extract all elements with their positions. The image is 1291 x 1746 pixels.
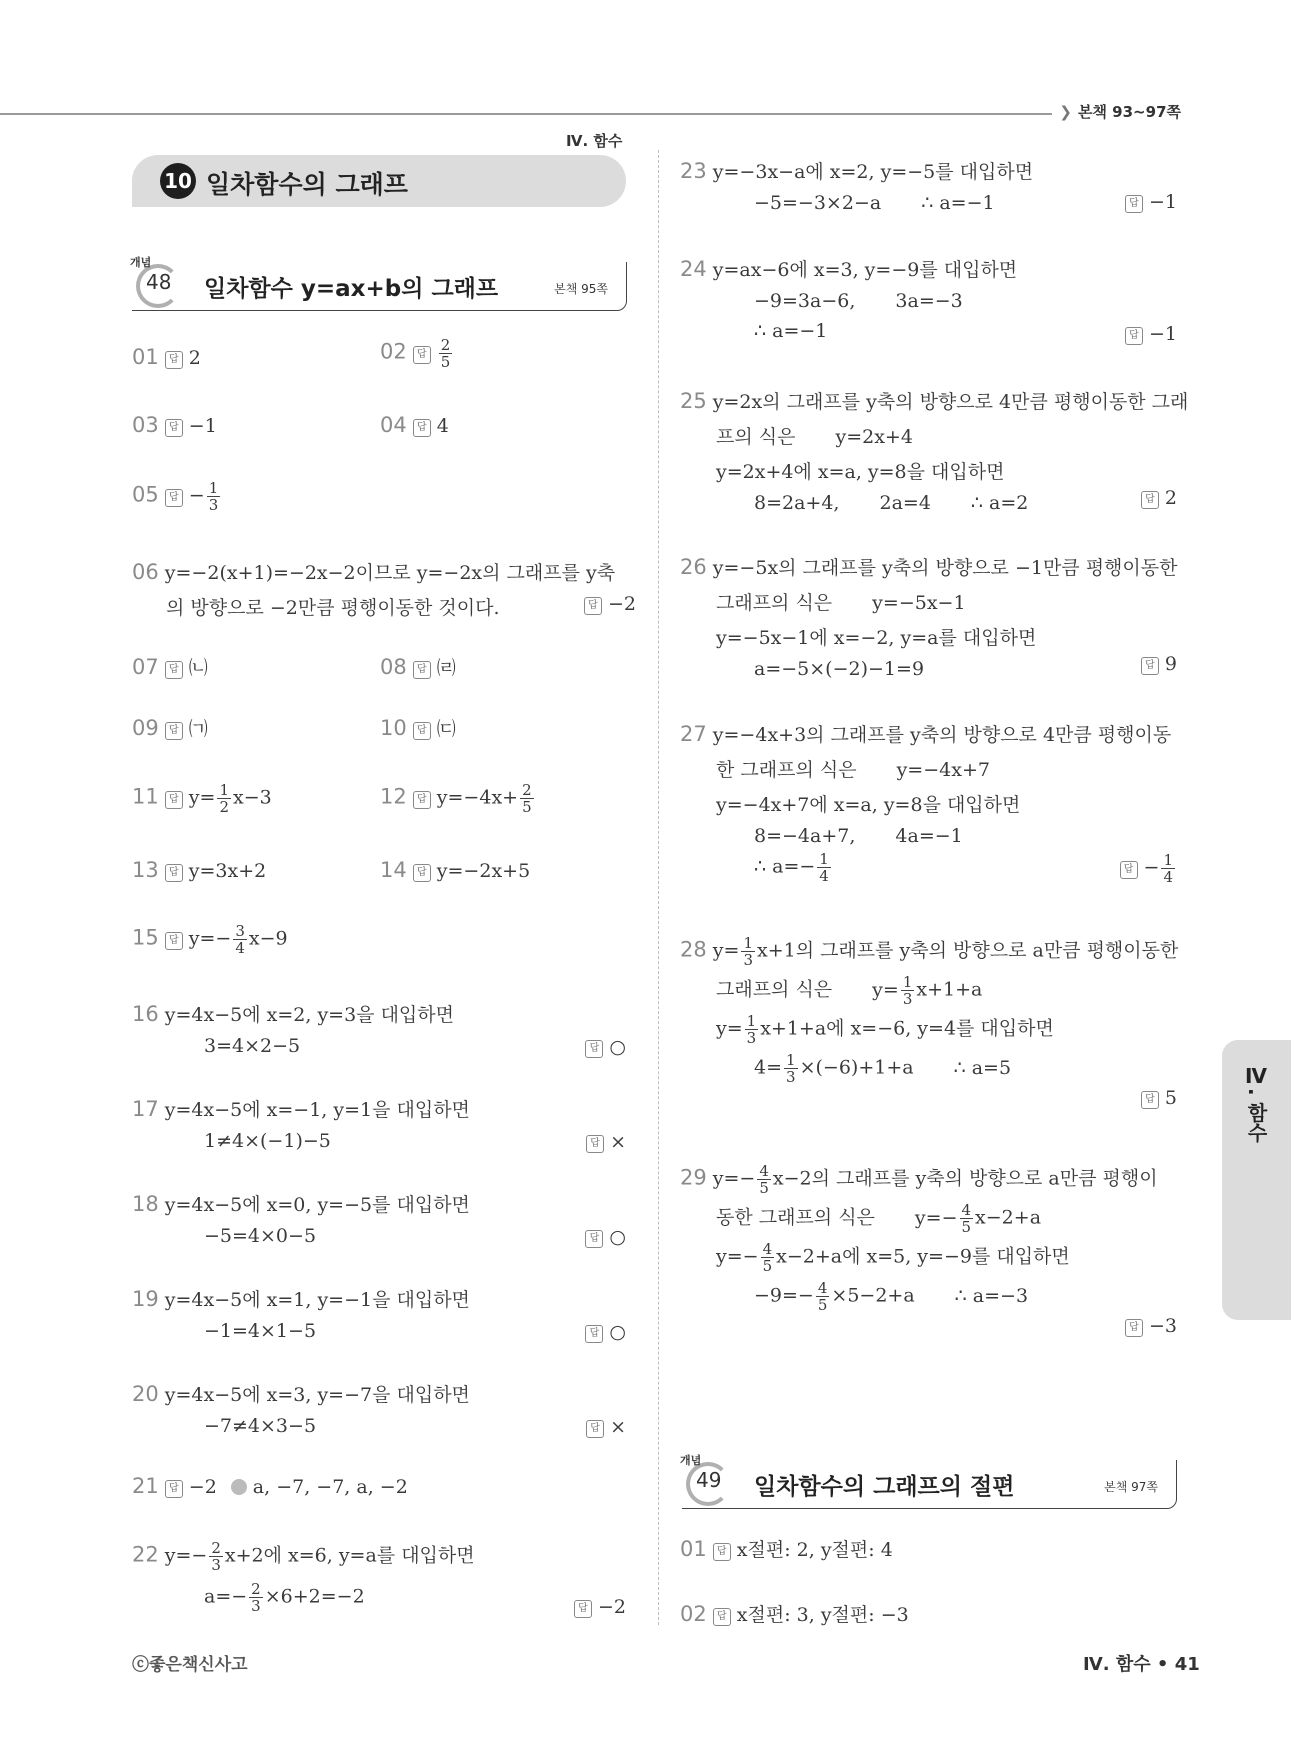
- answer-mark-icon: 답: [413, 346, 431, 364]
- answer-18: 18 y=4x−5에 x=0, y=−5를 대입하면 −5=4×0−5 답 ○: [132, 1192, 626, 1248]
- question-number: 06: [132, 560, 159, 584]
- fraction: $\frac{2}{5}$: [440, 336, 451, 371]
- answer-mark-icon: 답: [585, 1230, 603, 1248]
- answer-value: x절편: 3, y절편: −3: [736, 1604, 909, 1626]
- section-title: 일차함수의 그래프: [206, 170, 408, 199]
- solution-line: y=−2(x+1)=−2x−2이므로 y=−2x의 그래프를 y축: [164, 562, 616, 584]
- answer-value: −1: [1148, 323, 1177, 345]
- answer-11: 11 답 y= $\frac{1}{2}$ x−3: [132, 781, 272, 816]
- answer-05: 05 답 − $\frac{1}{3}$: [132, 479, 219, 514]
- solution-line: 1≠4×(−1)−5: [204, 1130, 331, 1152]
- concept49-answer-02: 02 답 x절편: 3, y절편: −3: [680, 1602, 909, 1626]
- answer-21: 21 답 −2 a, −7, −7, a, −2: [132, 1474, 408, 1498]
- answer-04: [380, 413, 449, 437]
- question-number: 05: [132, 482, 159, 507]
- answer-mark-icon: 답: [165, 489, 183, 507]
- hint-icon: [231, 1479, 247, 1495]
- answer-19: 19 y=4x−5에 x=1, y=−1을 대입하면 −1=4×1−5 답 ○: [132, 1287, 626, 1343]
- answer-value: x절편: 2, y절편: 4: [736, 1539, 893, 1561]
- answer-01: [132, 345, 201, 369]
- answer-value: −3: [1148, 1315, 1177, 1337]
- section-number: 10: [160, 163, 196, 199]
- answer-value: ㈃: [436, 657, 456, 679]
- answer-02: [380, 337, 454, 370]
- answer-25: 25 y=2x의 그래프를 y축의 방향으로 4만큼 평행이동한 그래 프의 식은 y=2x+4 y=2x+4에 x=a, y=8을 대입하면 8=2a+4, 2a=4 ∴ a=2 답 2: [680, 389, 1189, 514]
- answer-value: 2: [188, 347, 201, 369]
- publisher-logo: ⓒ좋은책신사고: [132, 1655, 248, 1675]
- question-number: 03: [132, 413, 159, 437]
- answer-mark-icon: 답: [1125, 195, 1143, 213]
- answer-28: 28 y= $\frac{1}{3}$ x+1의 그래프를 y축의 방향으로 a만큼 평행이동한 그래프의 식은 y= $\frac{1}{3}$ x+1+a y= $\frac{1}{3}$ x+1+a에 x=−6, y=4를 대입하면 4= $\frac{1}{3}$ ×(−6)+1+a ∴ a=5 답 5: [680, 934, 1179, 1109]
- answer-12: 12 답 y=−4x+ $\frac{2}{5}$: [380, 781, 532, 816]
- hint-text: a, −7, −7, a, −2: [252, 1476, 408, 1498]
- answer-mark-icon: 답: [413, 791, 431, 809]
- answer-value: ○: [609, 1226, 626, 1248]
- answer-value: 2: [1164, 487, 1177, 509]
- answer-07: 07 답 ㈁: [132, 655, 208, 679]
- concept-label: 개념: [680, 1454, 702, 1467]
- solution-line: ×6+2=−2: [264, 1585, 365, 1608]
- answer-mark-icon: 답: [713, 1543, 731, 1561]
- answer-06: [132, 558, 636, 620]
- answer-value: −1: [1148, 191, 1177, 213]
- answer-mark-icon: 답: [713, 1608, 731, 1626]
- answer-value: y=3x+2: [188, 860, 267, 882]
- answer-29: 29 y=− $\frac{4}{5}$ x−2의 그래프를 y축의 방향으로 a만큼 평행이 동한 그래프의 식은 y=− $\frac{4}{5}$ x−2+a y=− $\frac{4}{5}$ x−2+a에 x=5, y=−9를 대입하면 −9=− $\frac{4}{5}$ ×5−2+a ∴ a=−3 답 −3: [680, 1162, 1177, 1337]
- answer-13: 13 답 y=3x+2: [132, 858, 267, 882]
- answer-22: 22 y=− $\frac{2}{3}$ x+2에 x=6, y=a를 대입하면 a=− $\frac{2}{3}$ ×6+2=−2 답 −2: [132, 1539, 626, 1618]
- question-number: 02: [380, 339, 407, 364]
- answer-mark-icon: 답: [165, 661, 183, 679]
- answer-value: ×: [610, 1416, 626, 1438]
- chapter-label: Ⅳ. 함수: [566, 132, 623, 150]
- answer-27: 27 y=−4x+3의 그래프를 y축의 방향으로 4만큼 평행이동 한 그래프의 식은 y=−4x+7 y=−4x+7에 x=a, y=8을 대입하면 8=−4a+7, 4a=−1 ∴ a=− $\frac{1}{4}$ 답 − $\frac{1}{4}$: [680, 722, 1173, 886]
- section-banner: [132, 155, 626, 207]
- answer-value: ㈂: [436, 718, 456, 740]
- answer-mark-icon: 답: [165, 932, 183, 950]
- answer-value: 4: [436, 415, 449, 437]
- solution-line: 3=4×2−5: [204, 1035, 301, 1057]
- answer-mark-icon: 답: [1141, 1091, 1159, 1109]
- answer-value: $\frac{1}{4}$: [1163, 851, 1173, 886]
- concept-label: 개념: [130, 256, 152, 269]
- answer-mark-icon: 답: [165, 351, 183, 369]
- concept49-answer-01: 01 답 x절편: 2, y절편: 4: [680, 1537, 893, 1561]
- answer-mark-icon: 답: [413, 661, 431, 679]
- answer-mark-icon: 답: [165, 1480, 183, 1498]
- answer-10: 10 답 ㈂: [380, 716, 456, 740]
- concept-title: 일차함수의 그래프의 절편: [754, 1474, 1015, 1500]
- answer-mark-icon: 답: [1125, 327, 1143, 345]
- answer-value: 9: [1164, 653, 1177, 675]
- solution-line: −1=4×1−5: [204, 1320, 317, 1342]
- answer-mark-icon: 답: [165, 722, 183, 740]
- answer-mark-icon: 답: [1141, 657, 1159, 675]
- answer-09: 09 답 ㈀: [132, 716, 208, 740]
- answer-08: 08 답 ㈃: [380, 655, 456, 679]
- answer-mark-icon: 답: [1141, 491, 1159, 509]
- answer-mark-icon: 답: [1125, 1319, 1143, 1337]
- fraction: $\frac{2}{5}$: [522, 781, 532, 816]
- chapter-side-tab: [1222, 1040, 1291, 1320]
- fraction: $\frac{3}{4}$: [235, 922, 245, 957]
- answer-value: y=−2x+5: [436, 860, 531, 882]
- solution-line: y=4x−5에 x=2, y=3을 대입하면: [164, 1004, 454, 1026]
- fraction: $\frac{1}{3}$: [208, 479, 219, 514]
- answer-mark-icon: 답: [165, 864, 183, 882]
- solution-line: y=4x−5에 x=0, y=−5를 대입하면: [164, 1194, 470, 1216]
- column-divider: [658, 150, 659, 1625]
- book-reference-text: 본책 93~97쪽: [1077, 103, 1181, 121]
- answer-mark-icon: 답: [413, 722, 431, 740]
- answer-24: 24 y=ax−6에 x=3, y=−9를 대입하면 −9=3a−6, 3a=−3 ∴ a=−1 답 −1: [680, 257, 1177, 345]
- concept-number: 49: [696, 1468, 722, 1492]
- answer-value: ㈀: [188, 718, 208, 740]
- answer-value: ×: [610, 1131, 626, 1153]
- answer-14: 14 답 y=−2x+5: [380, 858, 531, 882]
- concept-number: 48: [146, 270, 172, 294]
- answer-mark-icon: 답: [574, 1600, 592, 1618]
- question-number: 04: [380, 413, 407, 437]
- answer-value: ○: [609, 1036, 626, 1058]
- book-reference: [1059, 101, 1181, 122]
- answer-15: 15 답 y=− $\frac{3}{4}$ x−9: [132, 922, 288, 957]
- answer-23: 23 y=−3x−a에 x=2, y=−5를 대입하면 −5=−3×2−a ∴ a=−1 답 −1: [680, 159, 1177, 214]
- solution-line: −7≠4×3−5: [204, 1415, 317, 1437]
- solution-line: 의 방향으로 −2만큼 평행이동한 것이다.: [166, 597, 500, 619]
- solution-line: y=4x−5에 x=1, y=−1을 대입하면: [164, 1289, 470, 1311]
- concept-ref: 본책 97쪽: [1104, 1480, 1158, 1494]
- concept-ref: 본책 95쪽: [554, 282, 608, 296]
- header-rule: [0, 113, 1052, 115]
- answer-16: 16 y=4x−5에 x=2, y=3을 대입하면 3=4×2−5 답 ○: [132, 1002, 626, 1058]
- answer-mark-icon: 답: [586, 1420, 604, 1438]
- answer-value: −2: [597, 1596, 626, 1618]
- answer-value: −2: [188, 1476, 217, 1498]
- concept-49-header: [680, 1454, 1177, 1509]
- answer-17: 17 y=4x−5에 x=−1, y=1을 대입하면 1≠4×(−1)−5 답 ×: [132, 1097, 626, 1153]
- answer-mark-icon: 답: [165, 419, 183, 437]
- answer-mark-icon: 답: [585, 1040, 603, 1058]
- solution-line: −5=4×0−5: [204, 1225, 317, 1247]
- answer-value: −2: [607, 593, 636, 615]
- question-number: 01: [132, 345, 159, 369]
- answer-mark-icon: 답: [413, 419, 431, 437]
- chevron-right-icon: ❯: [1059, 103, 1072, 121]
- answer-mark-icon: 답: [586, 1135, 604, 1153]
- answer-mark-icon: 답: [413, 864, 431, 882]
- concept-48-header: [130, 256, 627, 311]
- solution-line: x+2에 x=6, y=a를 대입하면: [224, 1544, 475, 1567]
- answer-mark-icon: 답: [585, 1325, 603, 1343]
- answer-value: 5: [1164, 1087, 1177, 1109]
- answer-value: −1: [188, 415, 217, 437]
- concept-title: 일차함수 y=ax+b의 그래프: [204, 276, 499, 302]
- solution-line: y=4x−5에 x=−1, y=1을 대입하면: [164, 1099, 470, 1121]
- answer-value: ○: [609, 1321, 626, 1343]
- answer-mark-icon: 답: [584, 597, 602, 615]
- fraction: $\frac{1}{2}$: [219, 781, 229, 816]
- page-number: Ⅳ. 함수 • 41: [1083, 1654, 1200, 1675]
- answer-20: 20 y=4x−5에 x=3, y=−7을 대입하면 −7≠4×3−5 답 ×: [132, 1382, 626, 1438]
- answer-03: [132, 413, 217, 437]
- side-tab-label: Ⅳ. 함수: [1244, 1064, 1268, 1143]
- solution-line: y=4x−5에 x=3, y=−7을 대입하면: [164, 1384, 470, 1406]
- answer-mark-icon: 답: [1120, 861, 1138, 879]
- answer-26: 26 y=−5x의 그래프를 y축의 방향으로 −1만큼 평행이동한 그래프의 식은 y=−5x−1 y=−5x−1에 x=−2, y=a를 대입하면 a=−5×(−2)−1=9 답 9: [680, 555, 1178, 680]
- answer-mark-icon: 답: [165, 791, 183, 809]
- answer-value: ㈁: [188, 657, 208, 679]
